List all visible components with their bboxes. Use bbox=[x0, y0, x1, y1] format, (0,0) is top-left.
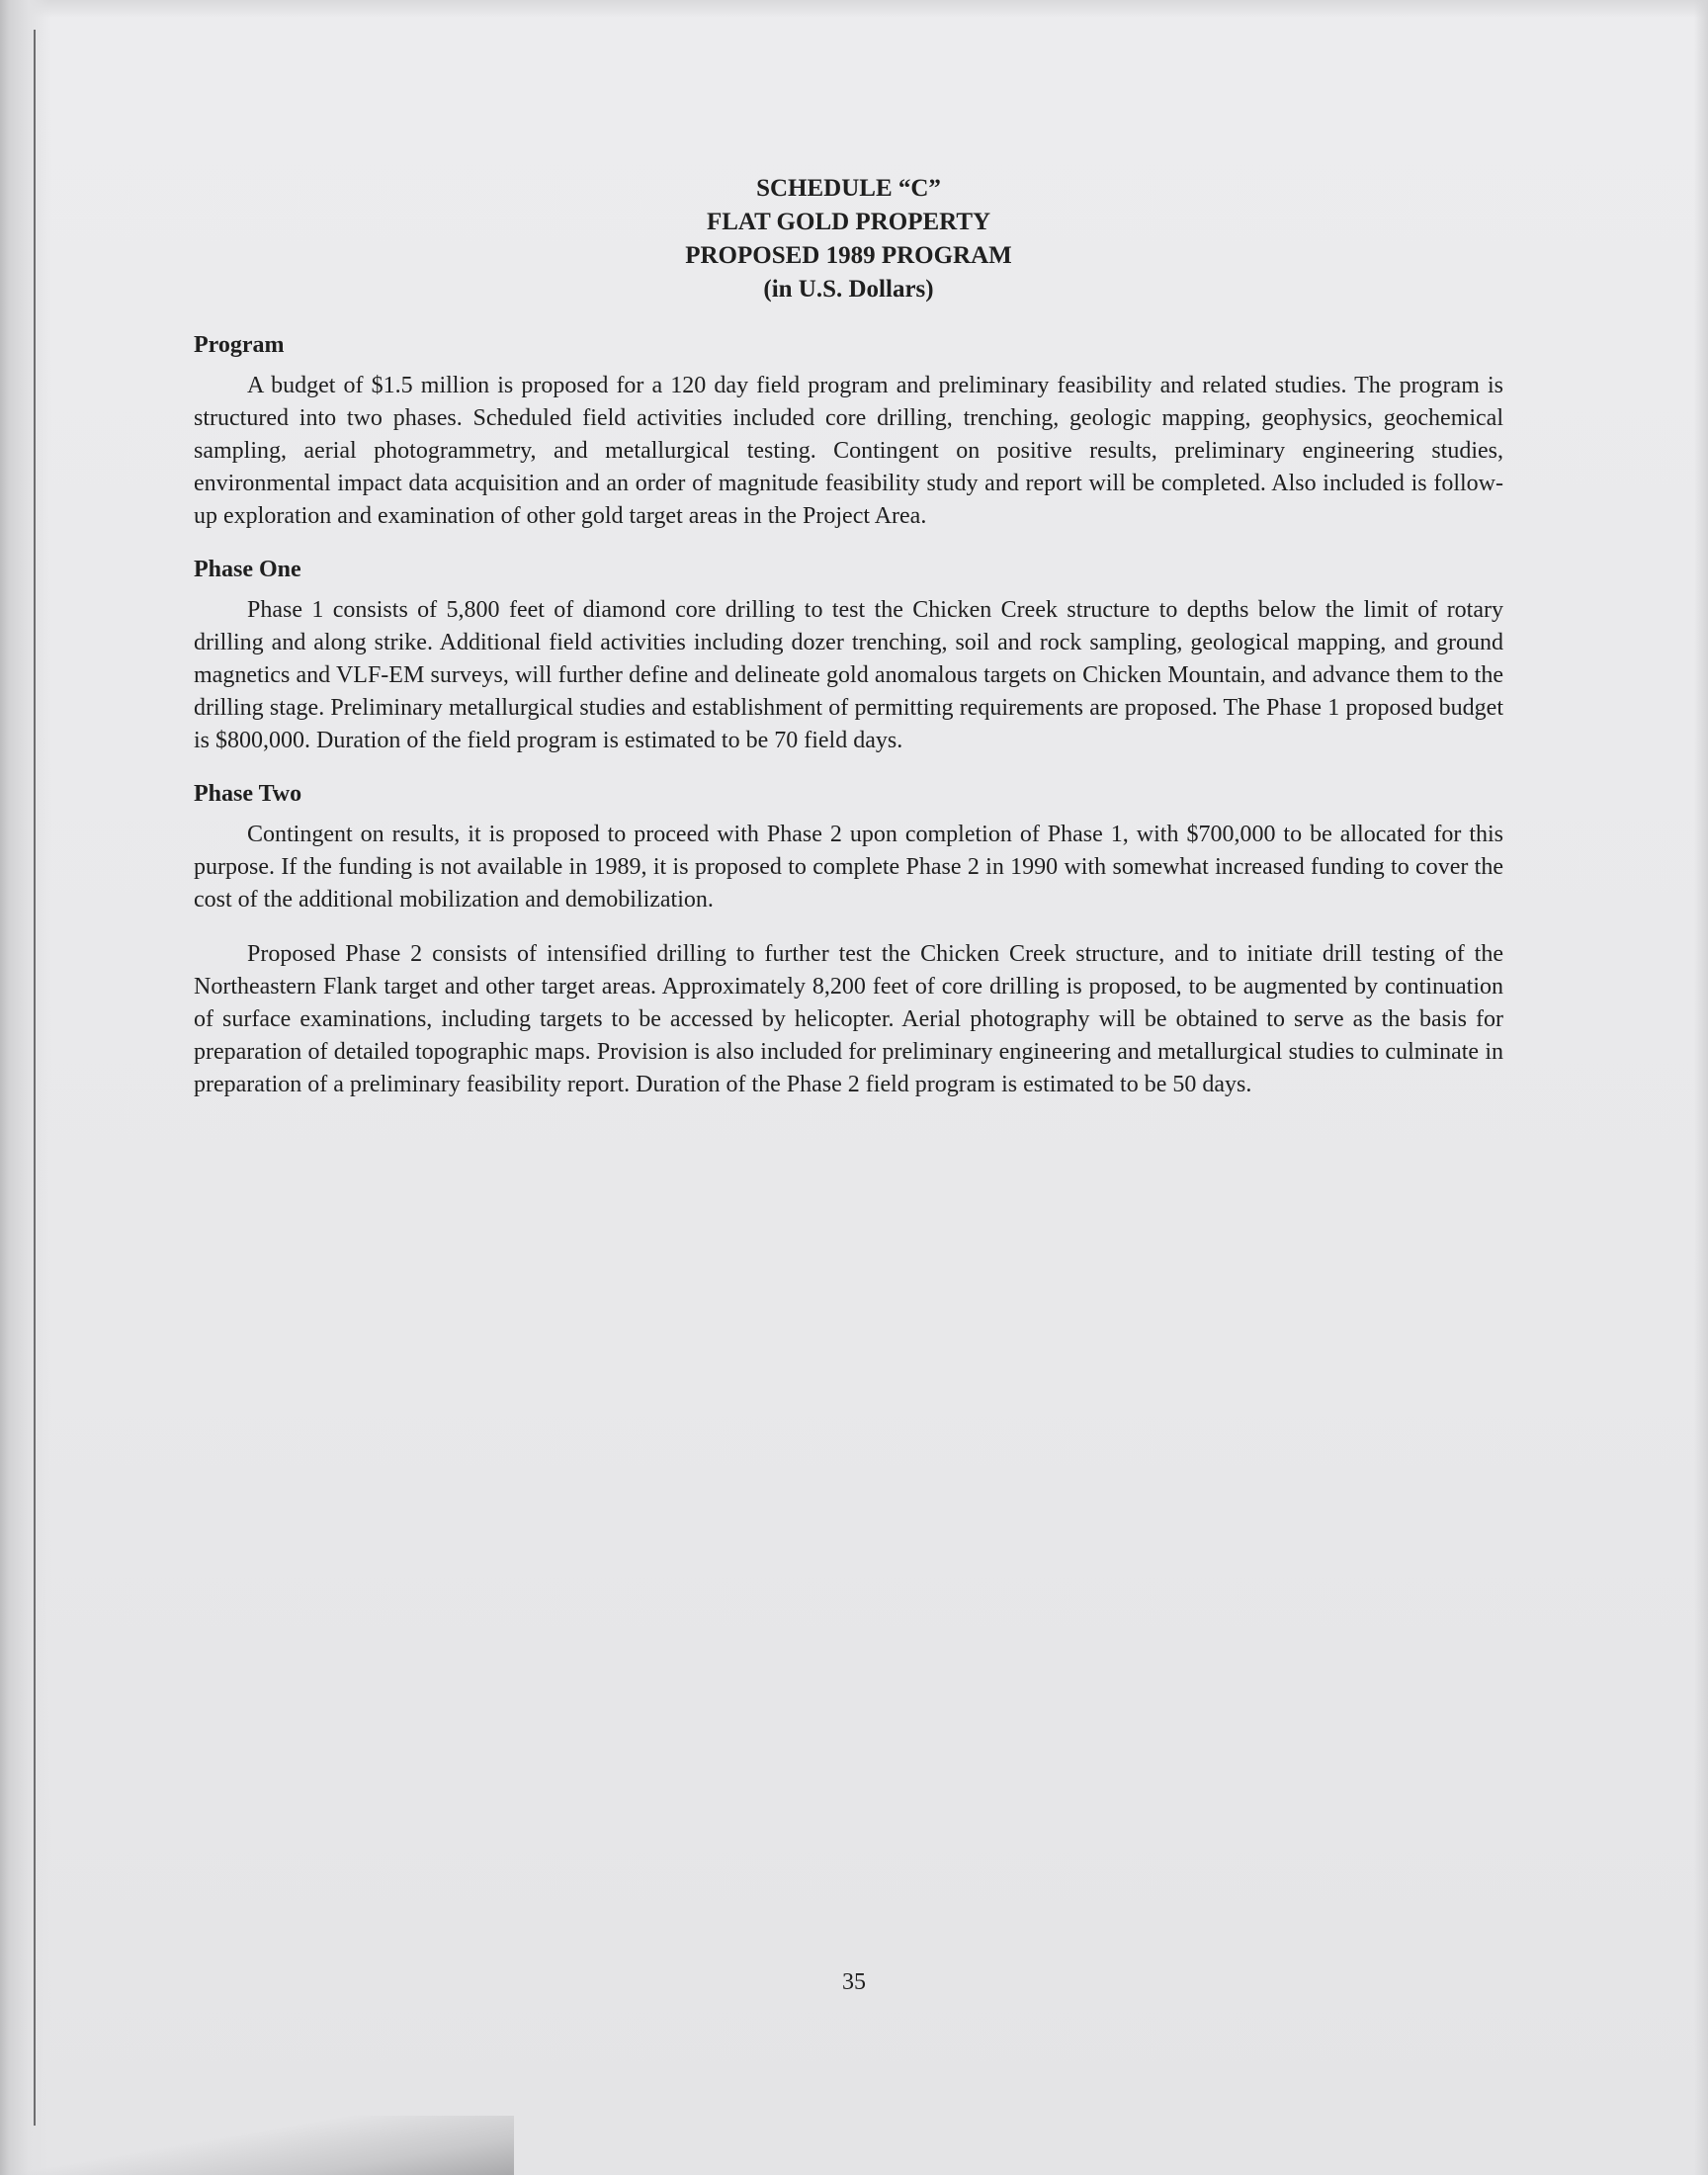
phase-one-paragraph: Phase 1 consists of 5,800 feet of diamond core drilling to test the Chicken Creek structure to depths below the limit of rotary drilling and along strike. Additional field activities including dozer trenching, soil and rock sampling, geological mapping, and ground magnetics and VLF-EM surveys, will further define and delineate gold anomalous targets on Chicken Mountain, and advance them to the drilling stage. Preliminary metallurgical studies and establishment of permitting requirements are proposed. The Phase 1 proposed budget is $800,000. Duration of the field program is estimated to be 70 field days. bbox=[194, 597, 1503, 753]
page-right-edge-shadow bbox=[1694, 0, 1708, 2175]
program-heading: Program bbox=[194, 332, 285, 358]
program-title: PROPOSED 1989 PROGRAM bbox=[685, 242, 1012, 269]
schedule-header bbox=[194, 172, 1503, 306]
schedule-title: SCHEDULE “C” bbox=[756, 175, 941, 202]
page-top-edge-shadow bbox=[0, 0, 1708, 18]
page-number: 35 bbox=[842, 1969, 866, 1995]
currency-note: (in U.S. Dollars) bbox=[763, 276, 934, 303]
program-section bbox=[194, 330, 1503, 533]
property-name: FLAT GOLD PROPERTY bbox=[706, 209, 991, 235]
page-bottom-curl bbox=[0, 2116, 514, 2175]
phase-two-paragraph-2: Proposed Phase 2 consists of intensified drilling to further test the Chicken Creek structure, and to initiate drill testing of the Northeastern Flank target and other target areas. Approximately 8,200 feet of core drilling is proposed, to be augmented by continuation of surface examinations, including targets to be accessed by helicopter. Aerial photography will be obtained to serve as the basis for preparation of detailed topographic maps. Provision is also included for preliminary engineering and metallurgical studies to culminate in preparation of a preliminary feasibility report. Duration of the Phase 2 field program is estimated to be 50 days. bbox=[194, 941, 1503, 1097]
phase-two-section bbox=[194, 779, 1503, 1101]
binding-line bbox=[34, 30, 36, 2126]
phase-one-heading: Phase One bbox=[194, 557, 301, 582]
phase-two-paragraph-1: Contingent on results, it is proposed to proceed with Phase 2 upon completion of Phase 1, with $700,000 to be allocated for this purpose. If the funding is not available in 1989, it is proposed to complete Phase 2 in 1990 with somewhat increased funding to cover the cost of the additional mobilization and demobilization. bbox=[194, 822, 1503, 913]
program-paragraph: A budget of $1.5 million is proposed for a 120 day field program and preliminary feasibility and related studies. The program is structured into two phases. Scheduled field activities included core drilling, trenching, geologic mapping, geophysics, geochemical sampling, aerial photogrammetry, and metallurgical testing. Contingent on positive results, preliminary engineering studies, environmental impact data acquisition and an order of magnitude feasibility study and report will be completed. Also included is follow-up exploration and examination of other gold target areas in the Project Area. bbox=[194, 373, 1503, 529]
phase-two-heading: Phase Two bbox=[194, 781, 302, 807]
document-body bbox=[194, 172, 1503, 1123]
binding-edge-shadow bbox=[0, 0, 51, 2175]
phase-one-section bbox=[194, 555, 1503, 757]
